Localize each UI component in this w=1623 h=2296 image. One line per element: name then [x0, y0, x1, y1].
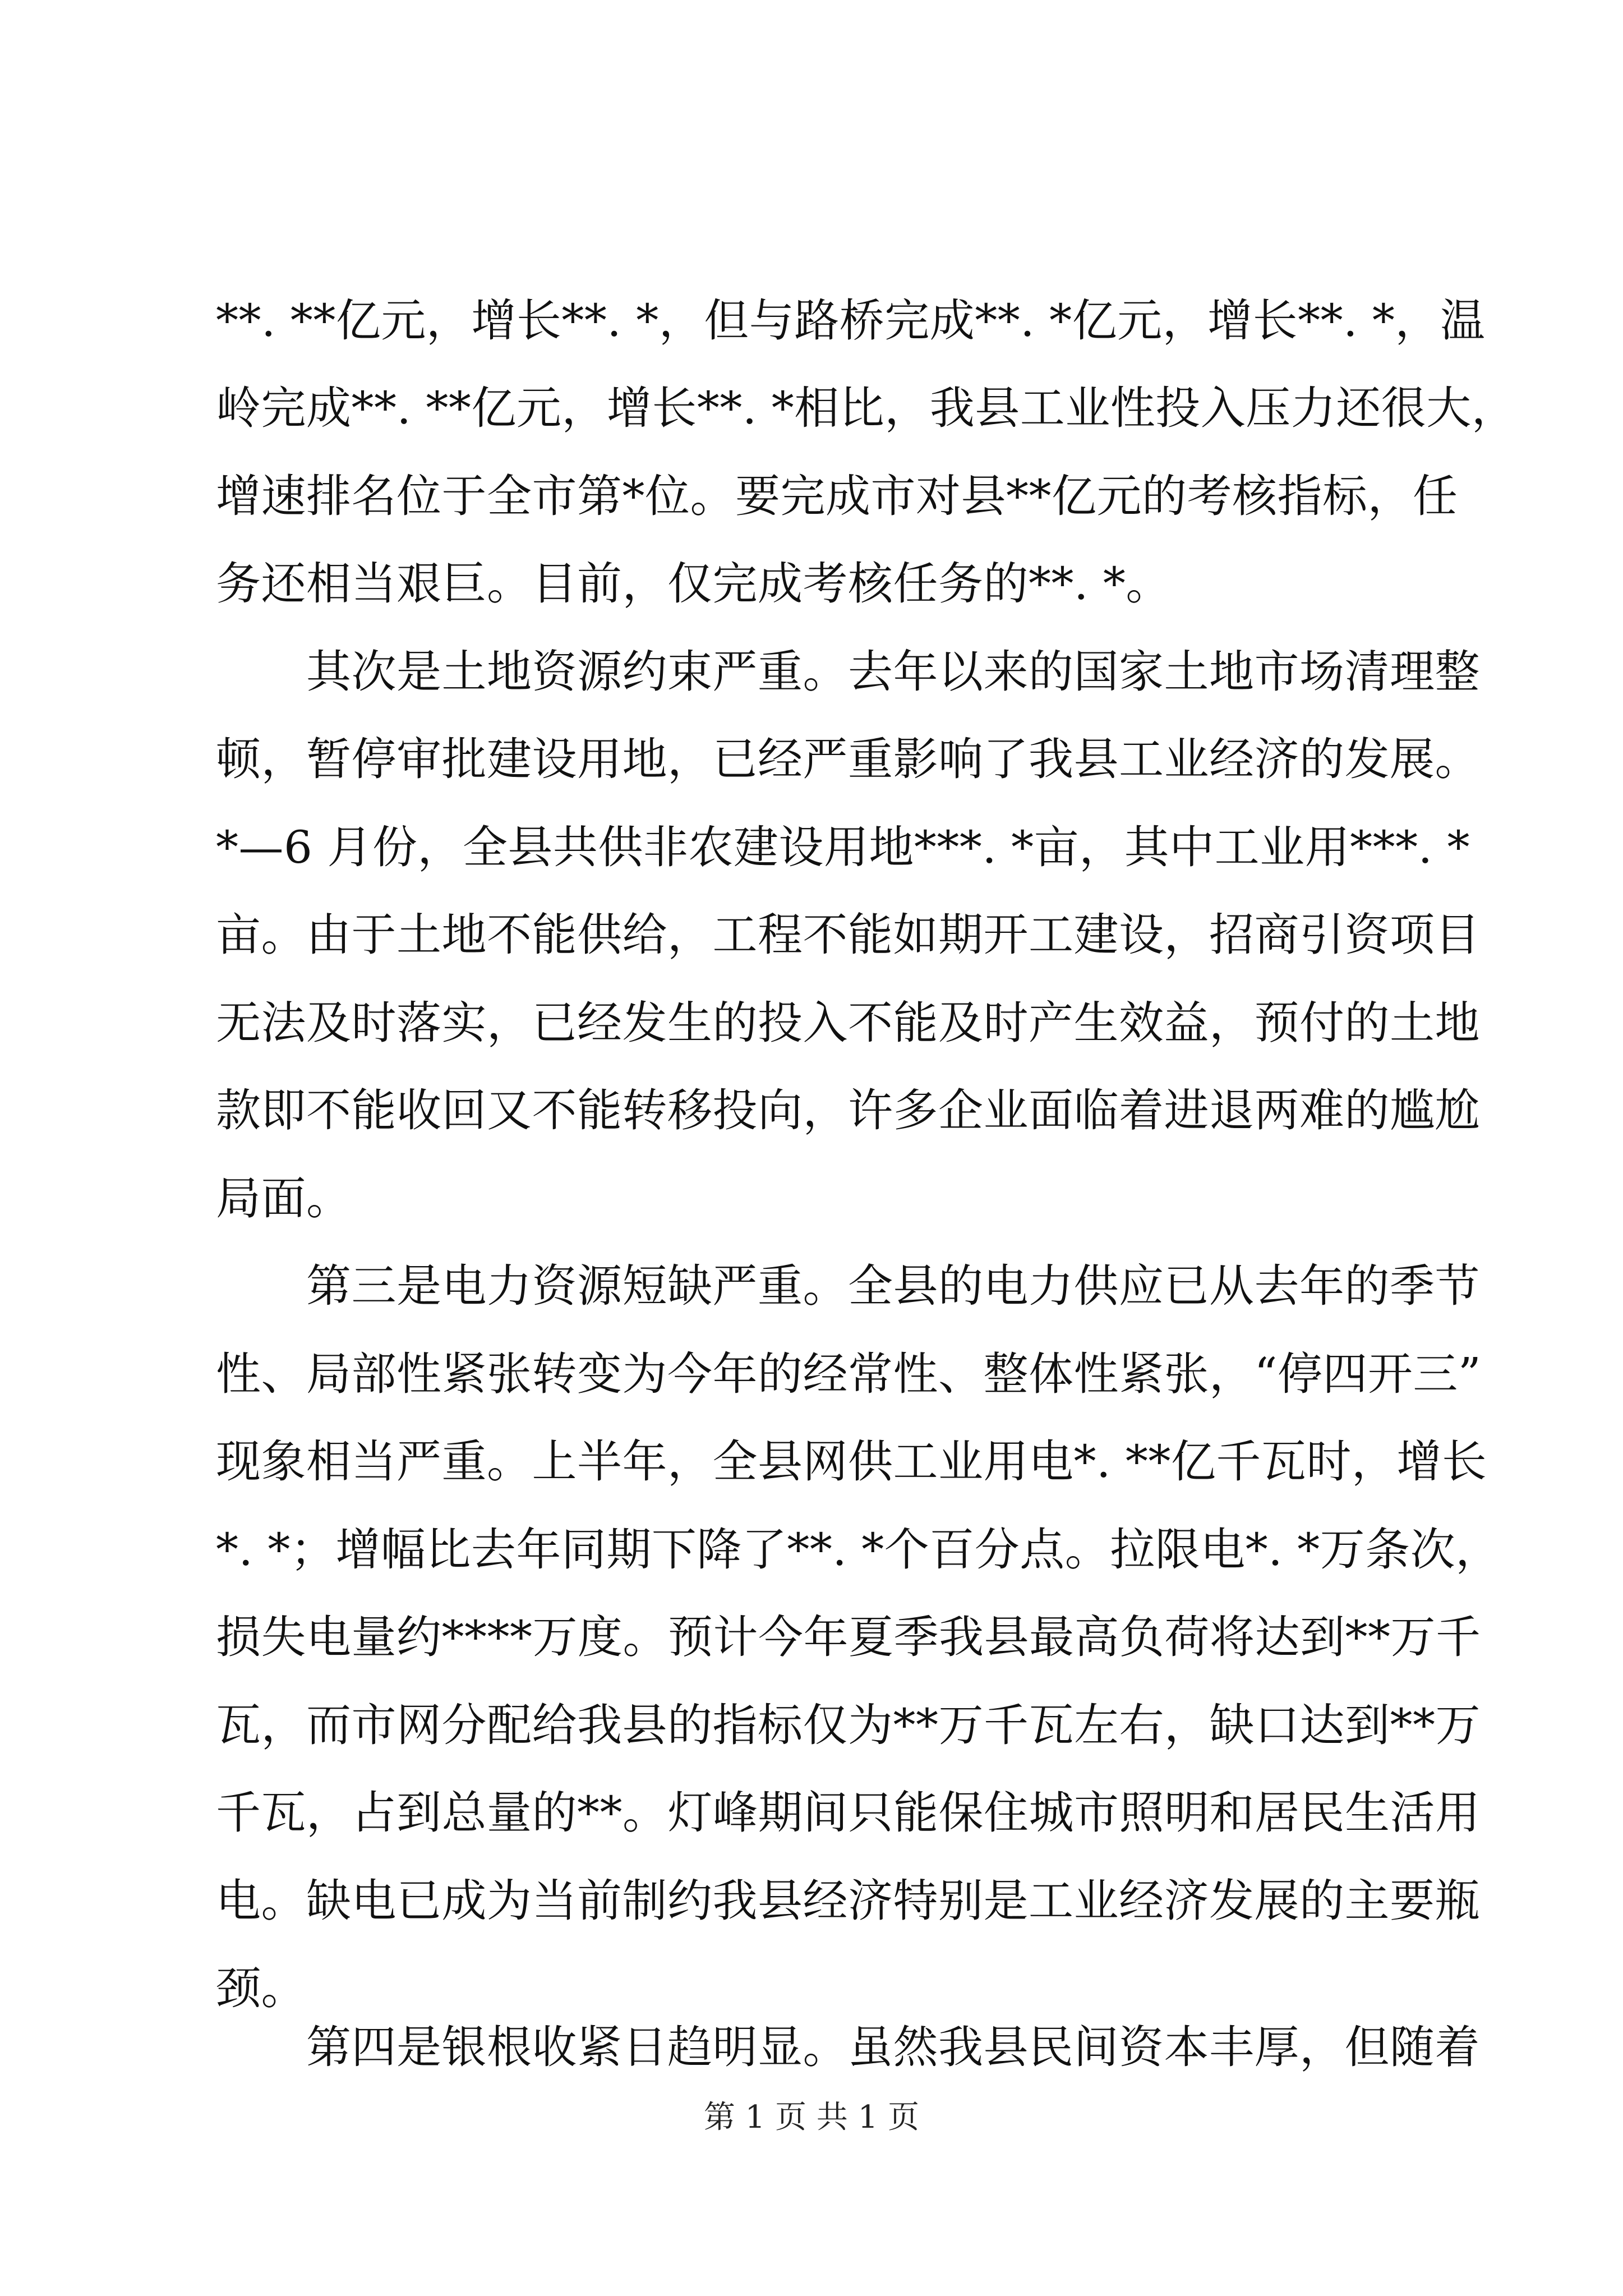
text-line: **. **亿元，增长**. *，但与路桥完成**. *亿元，增长**. *，温: [216, 295, 1486, 347]
text-line: 款即不能收回又不能转移投向，许多企业面临着进退两难的尴尬: [216, 1084, 1480, 1137]
text-line: 岭完成**. **亿元，增长**. *相比，我县工业性投入压力还很大，: [216, 382, 1517, 434]
text-line: 电。缺电已成为当前制约我县经济特别是工业经济发展的主要瓶: [216, 1875, 1480, 1927]
text-line: 现象相当严重。上半年，全县网供工业用电*. **亿千瓦时，增长: [216, 1435, 1487, 1488]
page-footer: 第 1 页 共 1 页: [703, 2099, 920, 2136]
text-line: 其次是土地资源约束严重。去年以来的国家土地市场清理整: [216, 646, 1480, 698]
text-line: *. *；增幅比去年同期下降了**. *个百分点。拉限电*. *万条次，: [216, 1524, 1501, 1576]
text-line: 无法及时落实，已经发生的投入不能及时产生效益，预付的土地: [216, 997, 1480, 1049]
text-line: 性、局部性紧张转变为今年的经常性、整体性紧张，“停四开三”: [216, 1348, 1482, 1400]
text-line: 第四是银根收紧日趋明显。虽然我县民间资本丰厚，但随着: [216, 2021, 1480, 2073]
text-line: 瓦，而市网分配给我县的指标仅为**万千瓦左右，缺口达到**万: [216, 1699, 1481, 1751]
text-line: 亩。由于土地不能供给，工程不能如期开工建设，招商引资项目: [216, 909, 1480, 961]
text-line: 增速排名位于全市第*位。要完成市对县**亿元的考核指标，任: [216, 470, 1458, 522]
text-line: 局面。: [216, 1172, 352, 1225]
text-line: 务还相当艰巨。目前，仅完成考核任务的**. *。: [216, 558, 1171, 610]
text-line: 第三是电力资源短缺严重。全县的电力供应已从去年的季节: [216, 1260, 1480, 1312]
text-line: 损失电量约****万度。预计今年夏季我县最高负荷将达到**万千: [216, 1611, 1481, 1663]
text-line: 顿，暂停审批建设用地，已经严重影响了我县工业经济的发展。: [216, 733, 1480, 785]
text-line: *—6 月份，全县共供非农建设用地***. *亩，其中工业用***. *: [216, 821, 1470, 873]
text-line: 颈。: [216, 1962, 306, 2014]
text-line: 千瓦，占到总量的**。灯峰期间只能保住城市照明和居民生活用: [216, 1787, 1481, 1839]
